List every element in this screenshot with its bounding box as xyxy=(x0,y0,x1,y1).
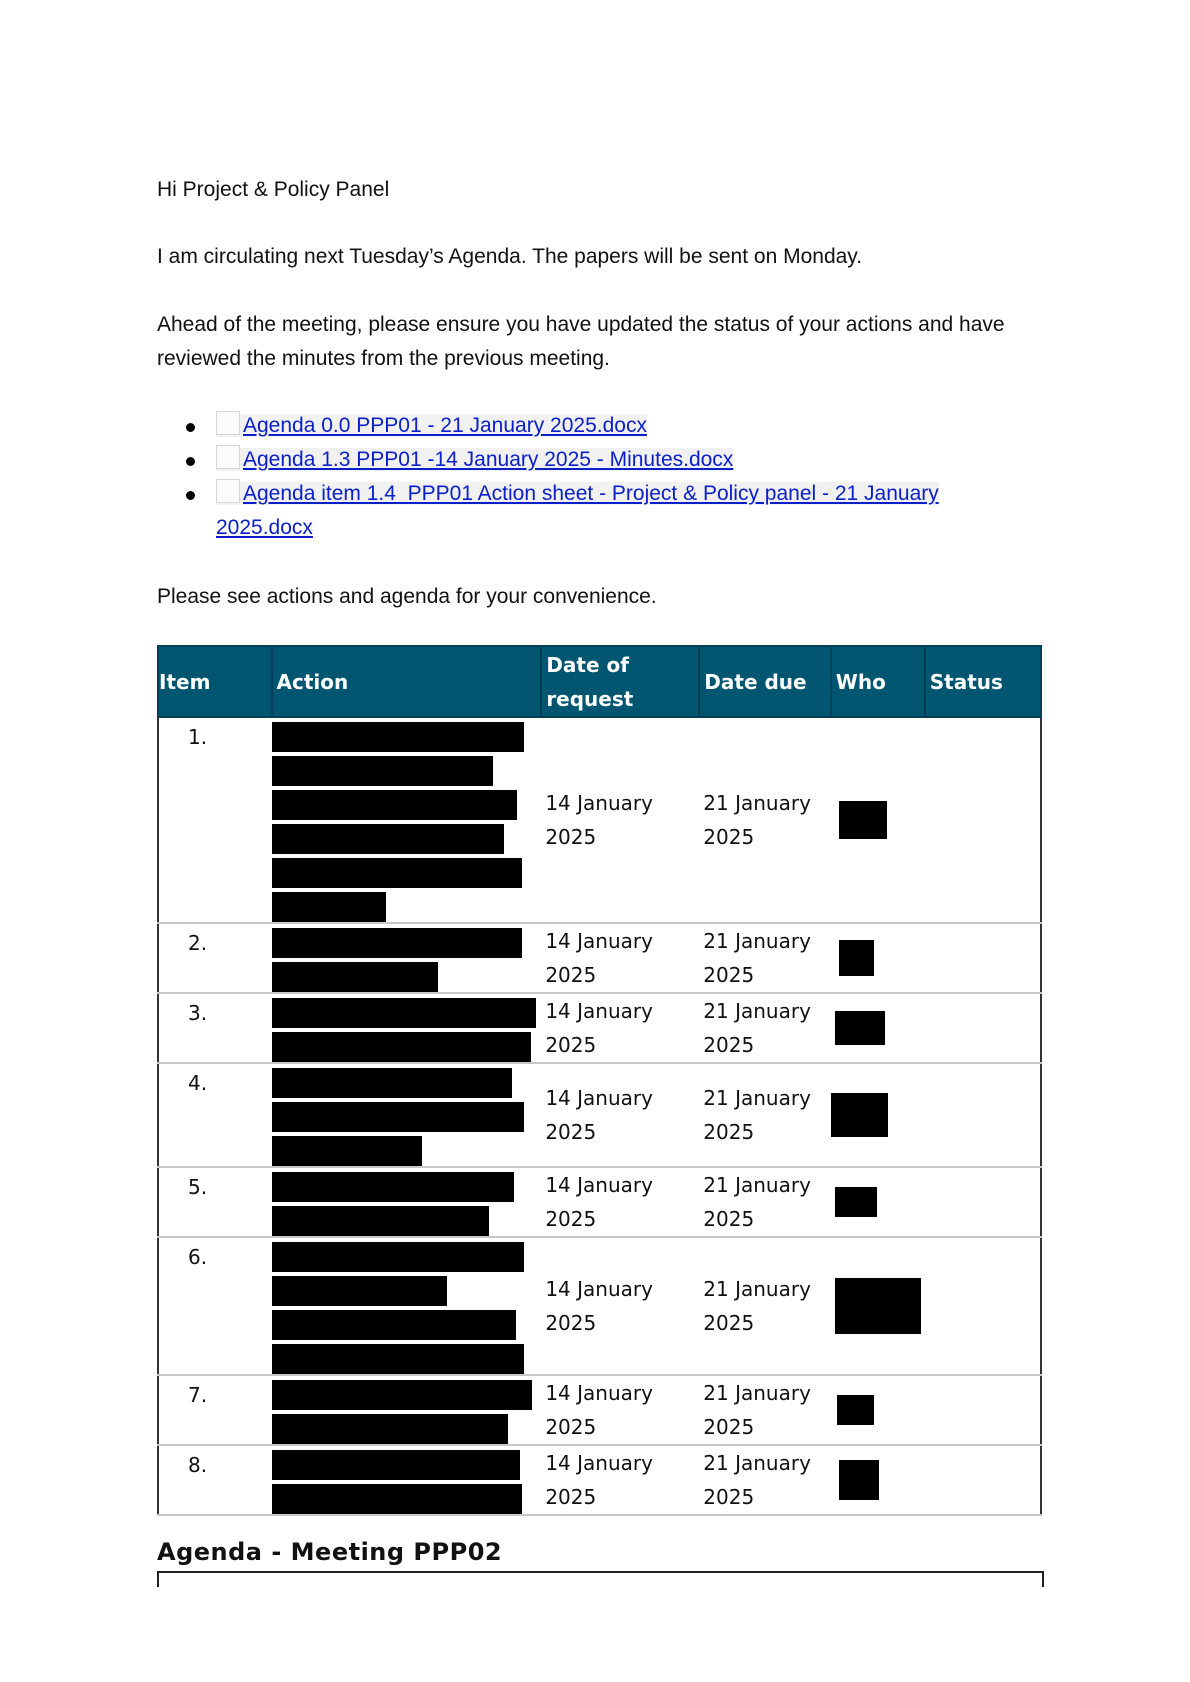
bullet-icon xyxy=(186,423,195,432)
attachment-item xyxy=(157,443,957,477)
attachment-link-action-sheet-cont[interactable]: 2025.docx xyxy=(216,516,313,539)
table-header-row xyxy=(158,646,1041,717)
item-number: 1. xyxy=(158,717,272,923)
header-item: Item xyxy=(158,646,272,717)
status-cell xyxy=(925,993,1041,1063)
action-redacted xyxy=(272,1237,542,1375)
action-redacted xyxy=(272,923,542,993)
reminder-paragraph-line2: reviewed the minutes from the previous meeting. xyxy=(157,347,610,370)
who-redacted xyxy=(831,1445,925,1515)
table-row xyxy=(158,1375,1041,1445)
item-number: 5. xyxy=(158,1167,272,1237)
bullet-icon xyxy=(186,457,195,466)
status-cell xyxy=(925,1063,1041,1167)
status-cell xyxy=(925,1167,1041,1237)
date-due: 21 January 2025 xyxy=(699,1167,831,1237)
agenda-table-top xyxy=(157,1571,1044,1587)
action-redacted xyxy=(272,1445,542,1515)
action-redacted xyxy=(272,1063,542,1167)
who-redacted xyxy=(831,923,925,993)
attachment-link-minutes[interactable]: Agenda 1.3 PPP01 -14 January 2025 - Minutes.docx xyxy=(243,448,734,471)
date-due: 21 January 2025 xyxy=(699,1375,831,1445)
status-cell xyxy=(925,1445,1041,1515)
who-redacted xyxy=(831,1063,925,1167)
date-of-request: 14 January 2025 xyxy=(541,1063,699,1167)
status-cell xyxy=(925,1375,1041,1445)
who-redacted xyxy=(831,993,925,1063)
header-action: Action xyxy=(272,646,542,717)
date-due: 21 January 2025 xyxy=(699,923,831,993)
date-due: 21 January 2025 xyxy=(699,1063,831,1167)
who-redacted xyxy=(831,1375,925,1445)
action-redacted xyxy=(272,717,542,923)
attachment-link-agenda[interactable]: Agenda 0.0 PPP01 - 21 January 2025.docx xyxy=(243,414,647,437)
status-cell xyxy=(925,717,1041,923)
date-of-request: 14 January 2025 xyxy=(541,1237,699,1375)
date-due: 21 January 2025 xyxy=(699,1445,831,1515)
table-row xyxy=(158,923,1041,993)
item-number: 4. xyxy=(158,1063,272,1167)
agenda-heading: Agenda - Meeting PPP02 xyxy=(157,1538,503,1566)
action-redacted xyxy=(272,1375,542,1445)
header-date-due: Date due xyxy=(699,646,831,717)
reminder-paragraph-line1: Ahead of the meeting, please ensure you have updated the status of your actions and have xyxy=(157,313,1005,336)
table-row xyxy=(158,993,1041,1063)
table-row xyxy=(158,1167,1041,1237)
table-row xyxy=(158,1237,1041,1375)
date-of-request: 14 January 2025 xyxy=(541,1375,699,1445)
who-redacted xyxy=(831,1167,925,1237)
date-due: 21 January 2025 xyxy=(699,717,831,923)
date-of-request: 14 January 2025 xyxy=(541,993,699,1063)
attachment-item xyxy=(157,409,957,443)
action-redacted xyxy=(272,1167,542,1237)
header-date-of-request: Date of request xyxy=(541,646,699,717)
status-cell xyxy=(925,923,1041,993)
item-number: 8. xyxy=(158,1445,272,1515)
who-redacted xyxy=(831,1237,925,1375)
header-who: Who xyxy=(831,646,925,717)
document-icon xyxy=(216,445,240,469)
actions-table xyxy=(157,645,1042,1516)
bullet-icon xyxy=(186,491,195,500)
date-of-request: 14 January 2025 xyxy=(541,717,699,923)
item-number: 6. xyxy=(158,1237,272,1375)
closing-paragraph: Please see actions and agenda for your convenience. xyxy=(157,585,657,608)
greeting: Hi Project & Policy Panel xyxy=(157,178,390,201)
attachment-list xyxy=(157,409,957,545)
who-redacted xyxy=(831,717,925,923)
intro-paragraph: I am circulating next Tuesday’s Agenda. The papers will be sent on Monday. xyxy=(157,245,863,268)
attachment-item xyxy=(157,477,957,545)
table-row xyxy=(158,1063,1041,1167)
table-row xyxy=(158,1445,1041,1515)
date-due: 21 January 2025 xyxy=(699,993,831,1063)
attachment-link-action-sheet[interactable]: Agenda item 1.4_PPP01 Action sheet - Project & Policy panel - 21 January xyxy=(243,482,939,505)
header-status: Status xyxy=(925,646,1041,717)
date-of-request: 14 January 2025 xyxy=(541,1445,699,1515)
item-number: 3. xyxy=(158,993,272,1063)
table-row xyxy=(158,717,1041,923)
item-number: 7. xyxy=(158,1375,272,1445)
action-redacted xyxy=(272,993,542,1063)
document-icon xyxy=(216,479,240,503)
date-of-request: 14 January 2025 xyxy=(541,923,699,993)
date-due: 21 January 2025 xyxy=(699,1237,831,1375)
date-of-request: 14 January 2025 xyxy=(541,1167,699,1237)
document-icon xyxy=(216,411,240,435)
status-cell xyxy=(925,1237,1041,1375)
item-number: 2. xyxy=(158,923,272,993)
